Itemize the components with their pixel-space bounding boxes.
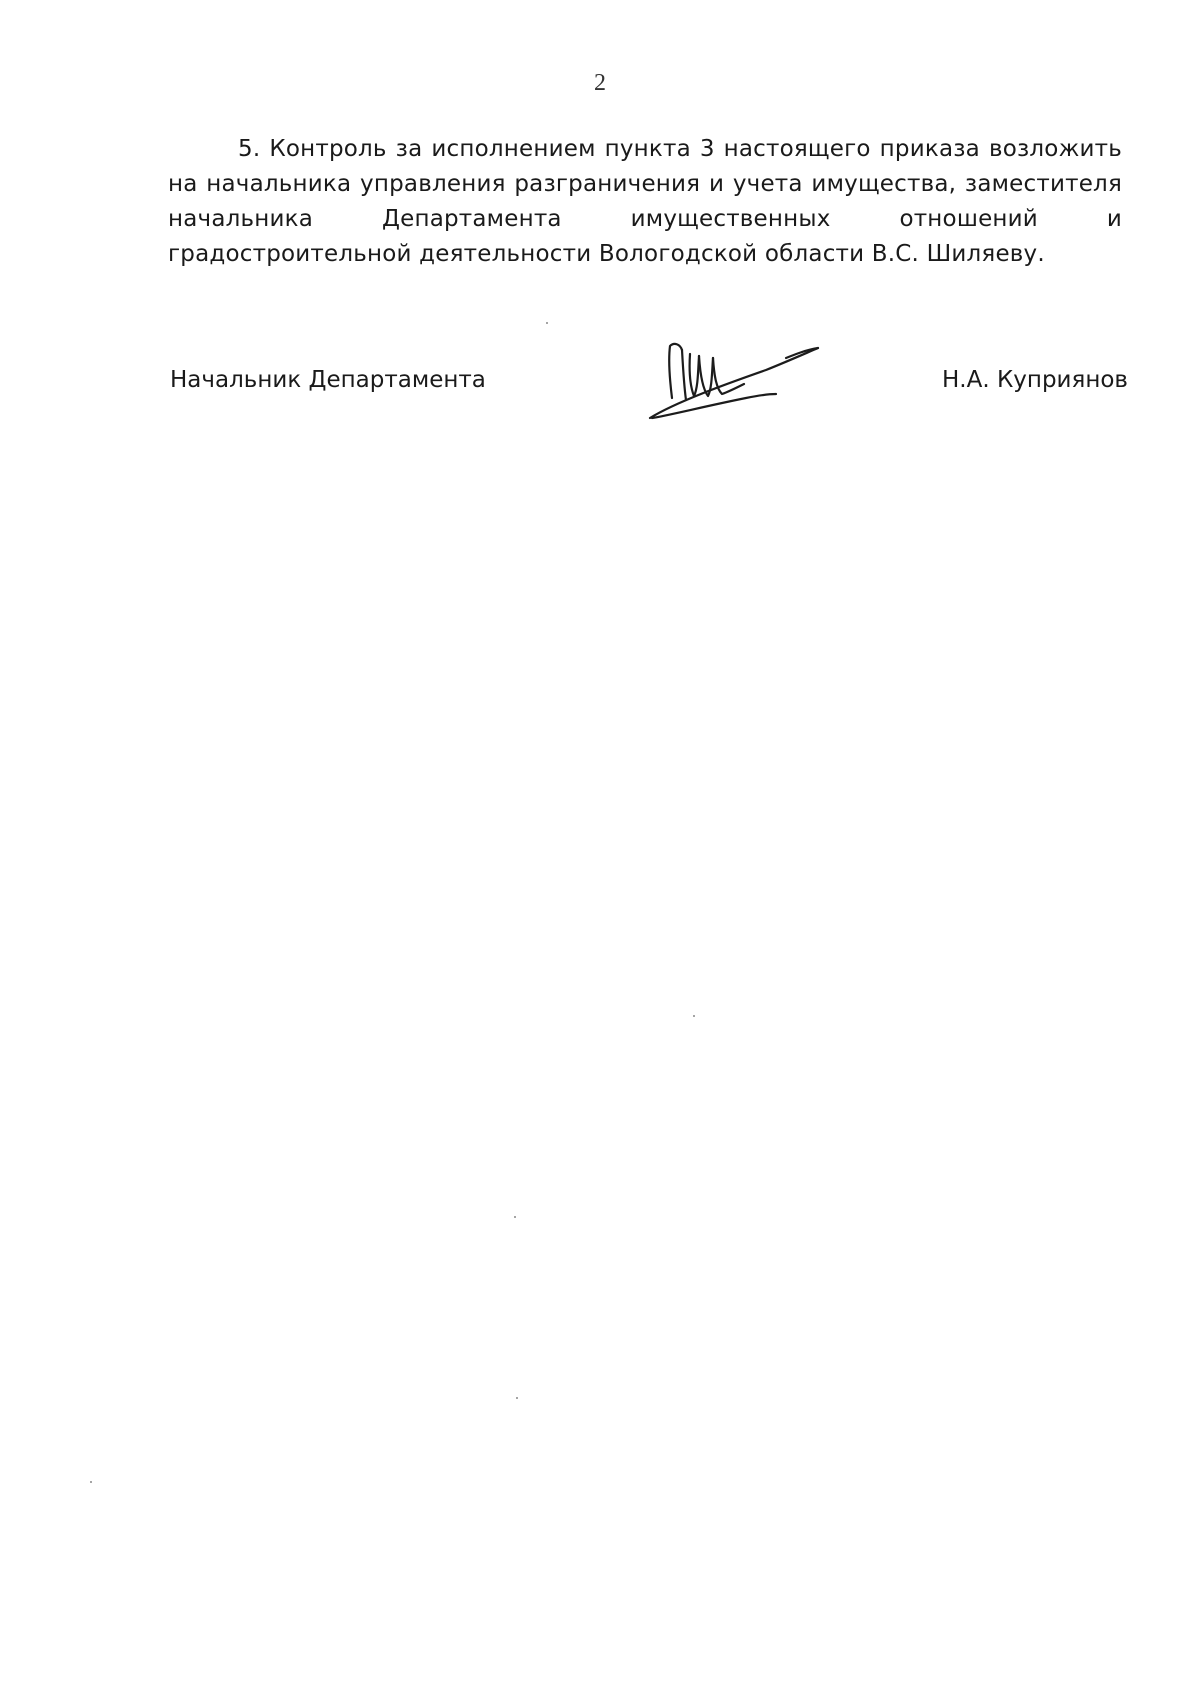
signer-position: Начальник Департамента	[170, 367, 486, 393]
handwritten-signature-icon	[636, 332, 826, 422]
scan-speck	[90, 1481, 92, 1483]
scan-speck	[546, 322, 548, 324]
page-number: 2	[594, 70, 606, 96]
scan-speck	[514, 1216, 516, 1218]
scan-speck	[693, 1015, 695, 1017]
signer-name: Н.А. Куприянов	[942, 367, 1128, 393]
paragraph: 5. Контроль за исполнением пункта 3 настоящего приказа возложить на начальника управления разграничения и учета имущества, заместителя начальника Департамента имущественных отношений и градостроительной деятельности Вологодской области В.С. Шиляеву.	[168, 136, 1122, 267]
document-body	[168, 132, 1122, 272]
scan-speck	[516, 1397, 518, 1399]
